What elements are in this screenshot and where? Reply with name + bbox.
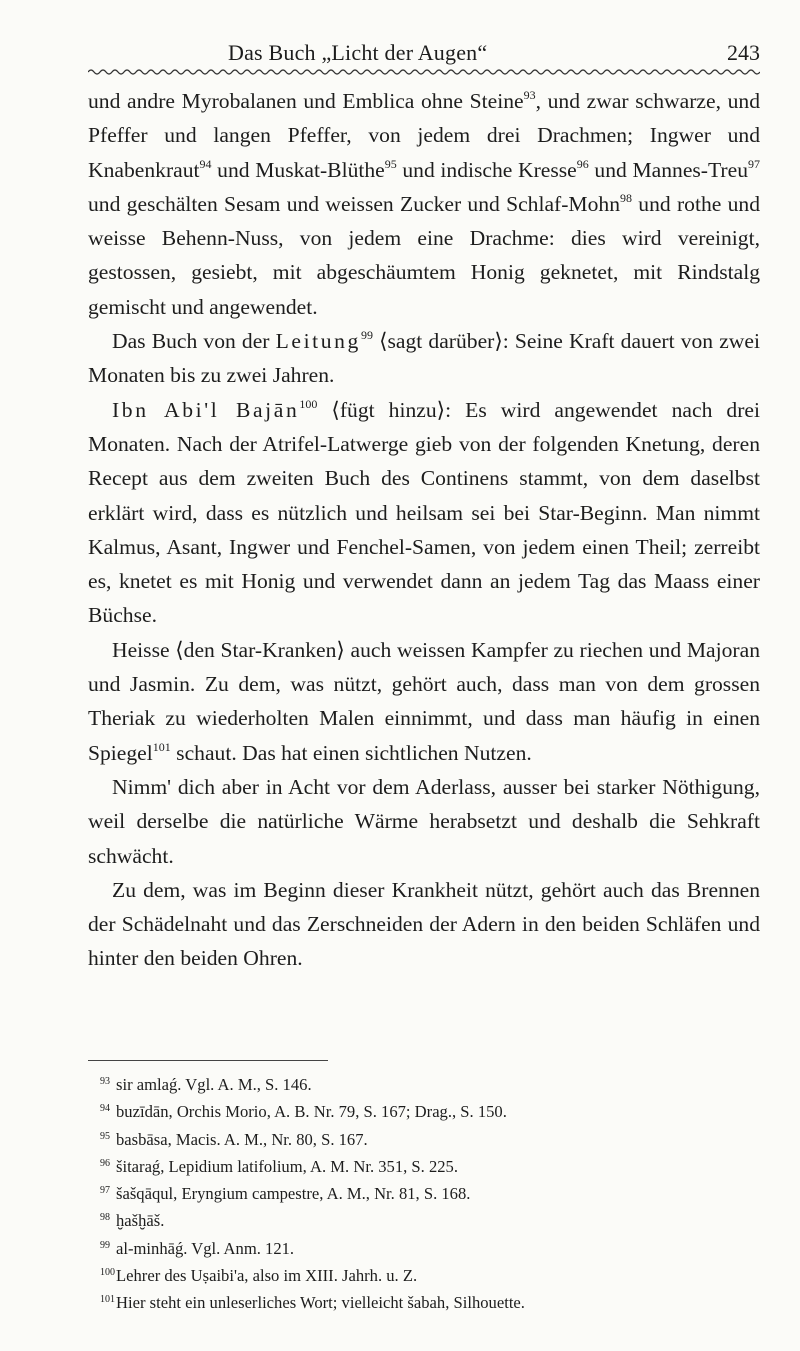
paragraph-4: Heisse ⟨den Star-Kranken⟩ auch weissen Kampfer zu riechen und Majoran und Jasmin. Zu dem, was nützt, gehört auch, dass man von dem grossen Theriak zu wiederholten Malen einnimmt, und dass man häufig in einen Spiegel$^{101}$ schaut. Das hat einen sichtlichen Nutzen. [88, 637, 760, 765]
footnote-100: 100Lehrer des Uṣaibi'a, also im XIII. Jahrh. u. Z. [100, 1266, 418, 1286]
page-number: 243 [727, 40, 760, 65]
footnote-divider [88, 1060, 328, 1061]
footnotes [100, 1070, 760, 1316]
header-ornament-rule [88, 68, 760, 76]
paragraph-1: und andre Myrobalanen und Emblica ohne Steine$^{93}$, und zwar schwarze, und Pfeffer und langen Pfeffer, von jedem drei Drachmen; Ingwer und Knabenkraut$^{94}$ und Muskat-Blüthe$^{95}$ und indische Kresse$^{96}$ und Mannes-Treu$^{97}$ und geschälten Sesam und weissen Zucker und Schlaf-Mohn$^{98}$ und rothe und weisse Behenn-Nuss, von jedem eine Drachme: dies wird vereinigt, gestossen, gesiebt, mit abgeschäumtem Honig geknetet, mit Rindstalg gemischt und angewendet. [88, 88, 761, 319]
footnote-97: 97 šašqāqul, Eryngium campestre, A. M., Nr. 81, S. 168. [100, 1184, 471, 1204]
footnote-96: 96 šitaraǵ, Lepidium latifolium, A. M. Nr. 351, S. 225. [100, 1156, 458, 1176]
paragraph-5: Nimm' dich aber in Acht vor dem Aderlass, ausser bei starker Nöthigung, weil derselbe die natürliche Wärme herabsetzt und deshalb die Sehkraft schwächt. [88, 774, 760, 868]
spaced-author-name: Ibn Abi'l Bajān [112, 397, 300, 422]
paragraph-3: Ibn Abi'l Bajān$^{100}$ ⟨fügt hinzu⟩: Es wird angewendet nach drei Monaten. Nach der Atrifel-Latwerge gieb von der folgenden Knetung, deren Recept aus dem zweiten Buch des Continens stammt, von dem daselbst erklärt wird, dass es nützlich und heilsam sei bei Star-Beginn. Man nimmt Kalmus, Asant, Ingwer und Fenchel-Samen, von jedem einen Theil; zerreibt es, knetet es mit Honig und verwendet dann an jedem Tag das Maass einer Büchse. [88, 396, 760, 628]
footnote-101: 101Hier steht ein unleserliches Wort; vielleicht šabah, Silhouette. [100, 1293, 525, 1313]
spaced-source-title: Leitung [275, 329, 361, 354]
paragraph-6: Zu dem, was im Beginn dieser Krankheit nützt, gehört auch das Brennen der Schädelnaht und das Zerschneiden der Adern in den beiden Schläfen und hinter den beiden Ohren. [88, 877, 760, 971]
footnote-99: 99 al-minhāǵ. Vgl. Anm. 121. [100, 1238, 295, 1258]
main-text [88, 84, 760, 976]
footnote-94: 94 buzīdān, Orchis Morio, A. B. Nr. 79, S. 167; Drag., S. 150. [100, 1102, 507, 1122]
paragraph-2: Das Buch von der Leitung$^{99}$ ⟨sagt darüber⟩: Seine Kraft dauert von zwei Monaten bis zu zwei Jahren. [88, 328, 760, 388]
footnote-98: 98 ḫašḫāš. [100, 1211, 165, 1231]
footnote-93: 93 sir amlaǵ. Vgl. A. M., S. 146. [100, 1075, 312, 1094]
footnote-95: 95 basbāsa, Macis. A. M., Nr. 80, S. 167. [100, 1129, 368, 1149]
running-title: Das Buch „Licht der Augen“ [228, 40, 488, 65]
